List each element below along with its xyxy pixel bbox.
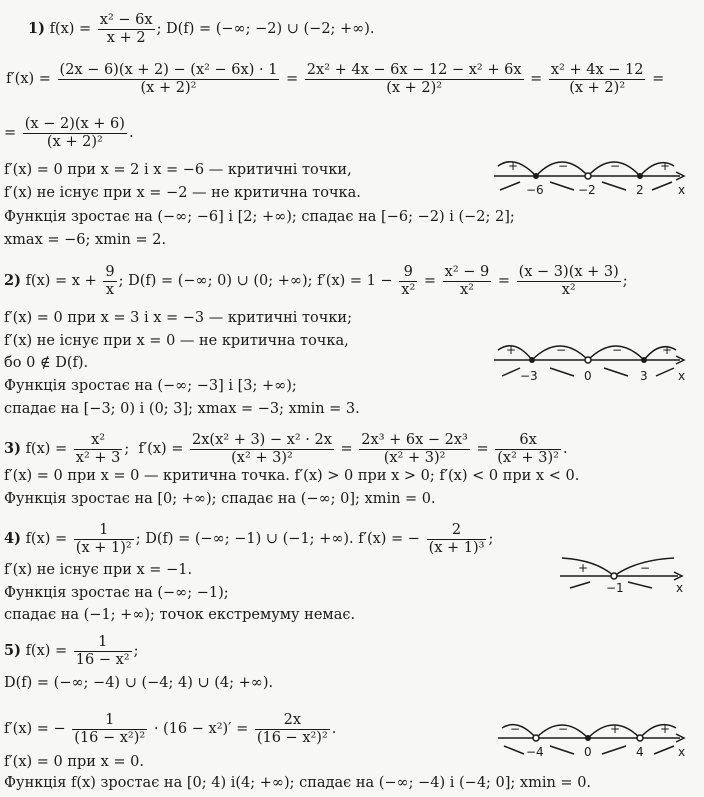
p2-sign-3: − bbox=[612, 343, 623, 357]
p5-line-monotonic: Функція f(x) зростає на [0; 4) і(4; +∞); спадає на (−∞; −4) і (−4; 0]; xmin = 0. bbox=[4, 775, 592, 791]
p5-axis-var: x bbox=[678, 745, 686, 758]
p1-line-monotonic: Функція зростає на (−∞; −6] і [2; +∞); спадає на [−6; −2) і (−2; 2]; bbox=[4, 209, 515, 225]
p1-point-3: 2 bbox=[636, 183, 644, 196]
p5-sign-3: + bbox=[610, 722, 621, 736]
p4-line-undefined: f′(x) не існує при x = −1. bbox=[4, 562, 193, 578]
p2-line-critical: f′(x) = 0 при x = 3 і x = −3 — критичні точки; bbox=[4, 310, 352, 326]
p5-sign-4: + bbox=[660, 722, 671, 736]
p2-line-domain: бо 0 ∉ D(f). bbox=[4, 355, 89, 371]
p2-point-3: 3 bbox=[640, 369, 648, 383]
p1-point-2: −2 bbox=[578, 183, 596, 196]
p2-number: 2) bbox=[4, 272, 21, 290]
p3-header: 3) f(x) = $\frac{\text{x²}}{\text{x² + 3}}$ ; f′(x) = $\frac{\text{2x(x² + 3) − x² · 2x}}{\text{(x² + 3)²}}$ = $\frac{\text{2x³ + 6x − 2x³}}{\text{(x² + 3)²}}$ = $\frac{6x}{\text{(x² + 3)²}}$ . bbox=[4, 432, 568, 466]
p4-header: 4) f(x) = $\frac{1}{\text{(x + 1)²}}$ ; D(f) = (−∞; −1) ∪ (−1; +∞). f′(x) = − $\frac{2}{\text{(x + 1)³}}$ ; bbox=[4, 522, 494, 556]
p5-domain: D(f) = (−∞; −4) ∪ (−4; 4) ∪ (4; +∞). bbox=[4, 675, 274, 691]
p1-derivative: f′(x) = $\frac{\text{(2x − 6)(x + 2) − (x² − 6x) · 1}}{\text{(x + 2)²}}$ = $\frac{\text{2x² + 4x − 6x − 12 − x² + 6x}}{\text{(x + 2)²}}$ = $\frac{\text{x² + 4x − 12}}{\text{(x + 2)²}}$ = bbox=[6, 62, 665, 96]
p4-sign-1: + bbox=[578, 561, 589, 575]
p4-sign-2: − bbox=[640, 561, 651, 575]
p1-axis-var: x bbox=[678, 183, 686, 196]
p4-line-increasing: Функція зростає на (−∞; −1); bbox=[4, 585, 229, 601]
p3-line-monotonic: Функція зростає на [0; +∞); спадає на (−∞; 0]; xmin = 0. bbox=[4, 491, 436, 507]
p1-line-critical: f′(x) = 0 при x = 2 і x = −6 — критичні точки, bbox=[4, 162, 352, 178]
p5-point-3: 4 bbox=[636, 745, 644, 758]
p1-sign-1: + bbox=[508, 159, 519, 173]
p2-axis-var: x bbox=[678, 369, 686, 383]
p1-line-extrema: xmax = −6; xmin = 2. bbox=[4, 232, 167, 248]
p5-derivative: f′(x) = − $\frac{1}{\text{(16 − x²)²}}$ · (16 − x²)′ = $\frac{2x}{\text{(16 − x²)²}}$ . bbox=[4, 712, 337, 746]
p1-function-fraction: $\frac{\text{x² − 6x}}{x + 2}$ bbox=[99, 12, 153, 46]
p5-line-critical: f′(x) = 0 при x = 0. bbox=[4, 754, 144, 770]
p1-number: 1) bbox=[28, 20, 45, 38]
p5-header: 5) f(x) = $\frac{1}{\text{16 − x²}}$ ; bbox=[4, 634, 139, 668]
p2-line-increasing: Функція зростає на (−∞; −3] і [3; +∞); bbox=[4, 378, 297, 394]
p5-point-2: 0 bbox=[584, 745, 592, 758]
p3-number: 3) bbox=[4, 440, 21, 458]
p2-header: 2) f(x) = x + $\frac{9}{x}$ ; D(f) = (−∞; 0) ∪ (0; +∞); f′(x) = 1 − $\frac{9}{\text{x²}}$ = $\frac{\text{x² − 9}}{\text{x²}}$ = $\frac{(x - 3)(x + 3)}{\text{x²}}$ ; bbox=[4, 264, 628, 298]
p1-line-noncritical: f′(x) не існує при x = −2 — не критична точка. bbox=[4, 185, 361, 201]
p1-sign-diagram bbox=[490, 148, 690, 196]
p5-point-1: −4 bbox=[526, 745, 544, 758]
p2-point-1: −3 bbox=[520, 369, 538, 383]
p1-sign-3: − bbox=[610, 159, 621, 173]
p5-sign-diagram bbox=[494, 714, 690, 758]
p1-sign-2: − bbox=[558, 159, 569, 173]
p1-derivative-factored: = $\frac{(x - 2)(x + 6)}{\text{(x + 2)²}}$ . bbox=[4, 116, 134, 150]
p4-axis-var: x bbox=[676, 581, 684, 595]
p2-sign-4: + bbox=[662, 343, 673, 357]
p4-number: 4) bbox=[4, 530, 21, 548]
p2-sign-2: − bbox=[556, 343, 567, 357]
p2-point-2: 0 bbox=[584, 369, 592, 383]
p4-line-decreasing: спадає на (−1; +∞); точок екстремуму немає. bbox=[4, 607, 356, 623]
p3-line-critical: f′(x) = 0 при x = 0 — критична точка. f′(x) > 0 при x > 0; f′(x) < 0 при x < 0. bbox=[4, 468, 580, 484]
p4-point-1: −1 bbox=[606, 581, 624, 595]
p2-sign-1: + bbox=[506, 343, 517, 357]
p1-header: 1) f(x) = $\frac{\text{x² − 6x}}{x + 2}$ ; D(f) = (−∞; −2) ∪ (−2; +∞). bbox=[28, 12, 375, 46]
p2-line-noncritical: f′(x) не існує при x = 0 — не критична точка, bbox=[4, 333, 349, 349]
p5-sign-2: − bbox=[558, 722, 569, 736]
p2-line-decreasing: спадає на [−3; 0) і (0; 3]; xmax = −3; xmin = 3. bbox=[4, 401, 360, 417]
p1-point-1: −6 bbox=[526, 183, 544, 196]
p5-sign-1: − bbox=[510, 722, 521, 736]
p4-sign-diagram bbox=[556, 554, 690, 596]
p5-number: 5) bbox=[4, 642, 21, 660]
p2-sign-diagram bbox=[490, 336, 690, 384]
p1-sign-4: + bbox=[660, 159, 671, 173]
